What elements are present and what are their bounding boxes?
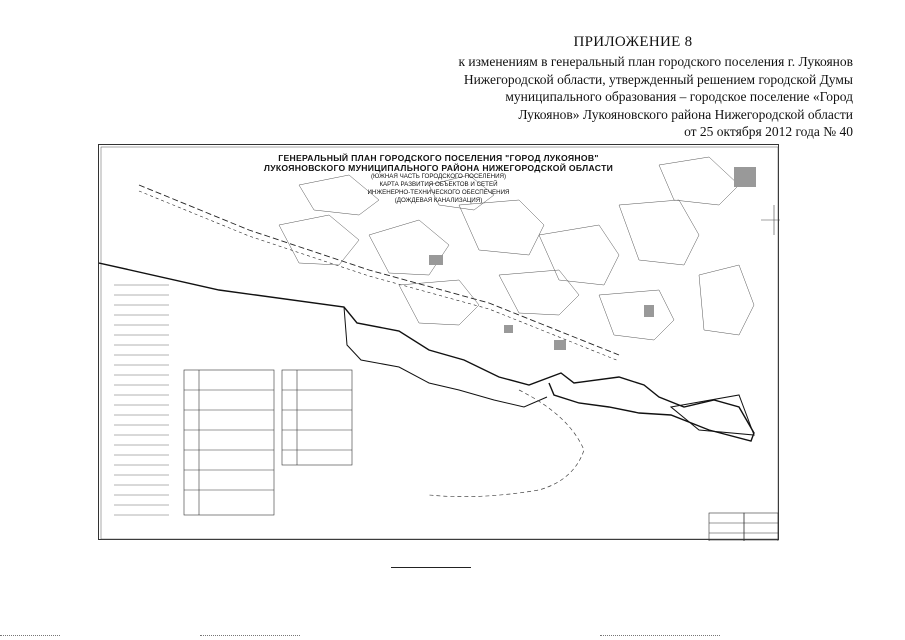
header-line: от 25 октября 2012 года № 40	[684, 124, 853, 139]
settlement-boundary	[99, 263, 754, 441]
scan-edge-mark	[600, 635, 720, 636]
appendix-title: ПРИЛОЖЕНИЕ 8	[573, 34, 693, 50]
legend-table	[184, 370, 352, 515]
map-subtitle-line4: (ДОЖДЕВАЯ КАНАЛИЗАЦИЯ)	[394, 197, 483, 204]
map-title-block	[99, 153, 778, 205]
header-line: Лукоянов» Лукояновского района Нижегородской области	[518, 106, 853, 122]
map-title-line2: ЛУКОЯНОВСКОГО МУНИЦИПАЛЬНОГО РАЙОНА НИЖЕГОРОДСКОЙ ОБЛАСТИ	[263, 163, 614, 173]
map-subtitle-line2: КАРТА РАЗВИТИЯ ОБЪЕКТОВ И СЕТЕЙ	[379, 181, 498, 188]
compass-icon	[761, 205, 780, 235]
legend-list	[114, 285, 169, 515]
stamp-block	[709, 513, 778, 541]
general-plan-map	[98, 144, 779, 540]
map-inner-border	[101, 147, 778, 539]
appendix-header	[413, 34, 853, 141]
map-subtitle-line3: ИНЖЕНЕРНО-ТЕХНИЧЕСКОГО ОБЕСПЕЧЕНИЯ	[367, 189, 510, 196]
header-line: к изменениям в генеральный план городского поселения г. Лукоянов	[458, 54, 853, 69]
map-subtitle-line1: (ЮЖНАЯ ЧАСТЬ ГОРОДСКОГО ПОСЕЛЕНИЯ)	[370, 173, 507, 180]
railway-line-2	[139, 191, 619, 361]
scan-edge-mark	[200, 635, 300, 636]
map-title-line1: ГЕНЕРАЛЬНЫЙ ПЛАН ГОРОДСКОГО ПОСЕЛЕНИЯ "ГОРОД ЛУКОЯНОВ"	[278, 153, 599, 163]
river-outline	[429, 390, 584, 497]
settlement-boundary-inner	[344, 307, 547, 407]
footer-rule	[391, 567, 471, 568]
scan-edge-mark	[0, 635, 60, 636]
header-line: Нижегородской области, утвержденный решением городской Думы	[463, 71, 853, 87]
header-line: муниципального образования – городское поселение «Город	[505, 89, 853, 104]
railway-line	[139, 185, 619, 355]
